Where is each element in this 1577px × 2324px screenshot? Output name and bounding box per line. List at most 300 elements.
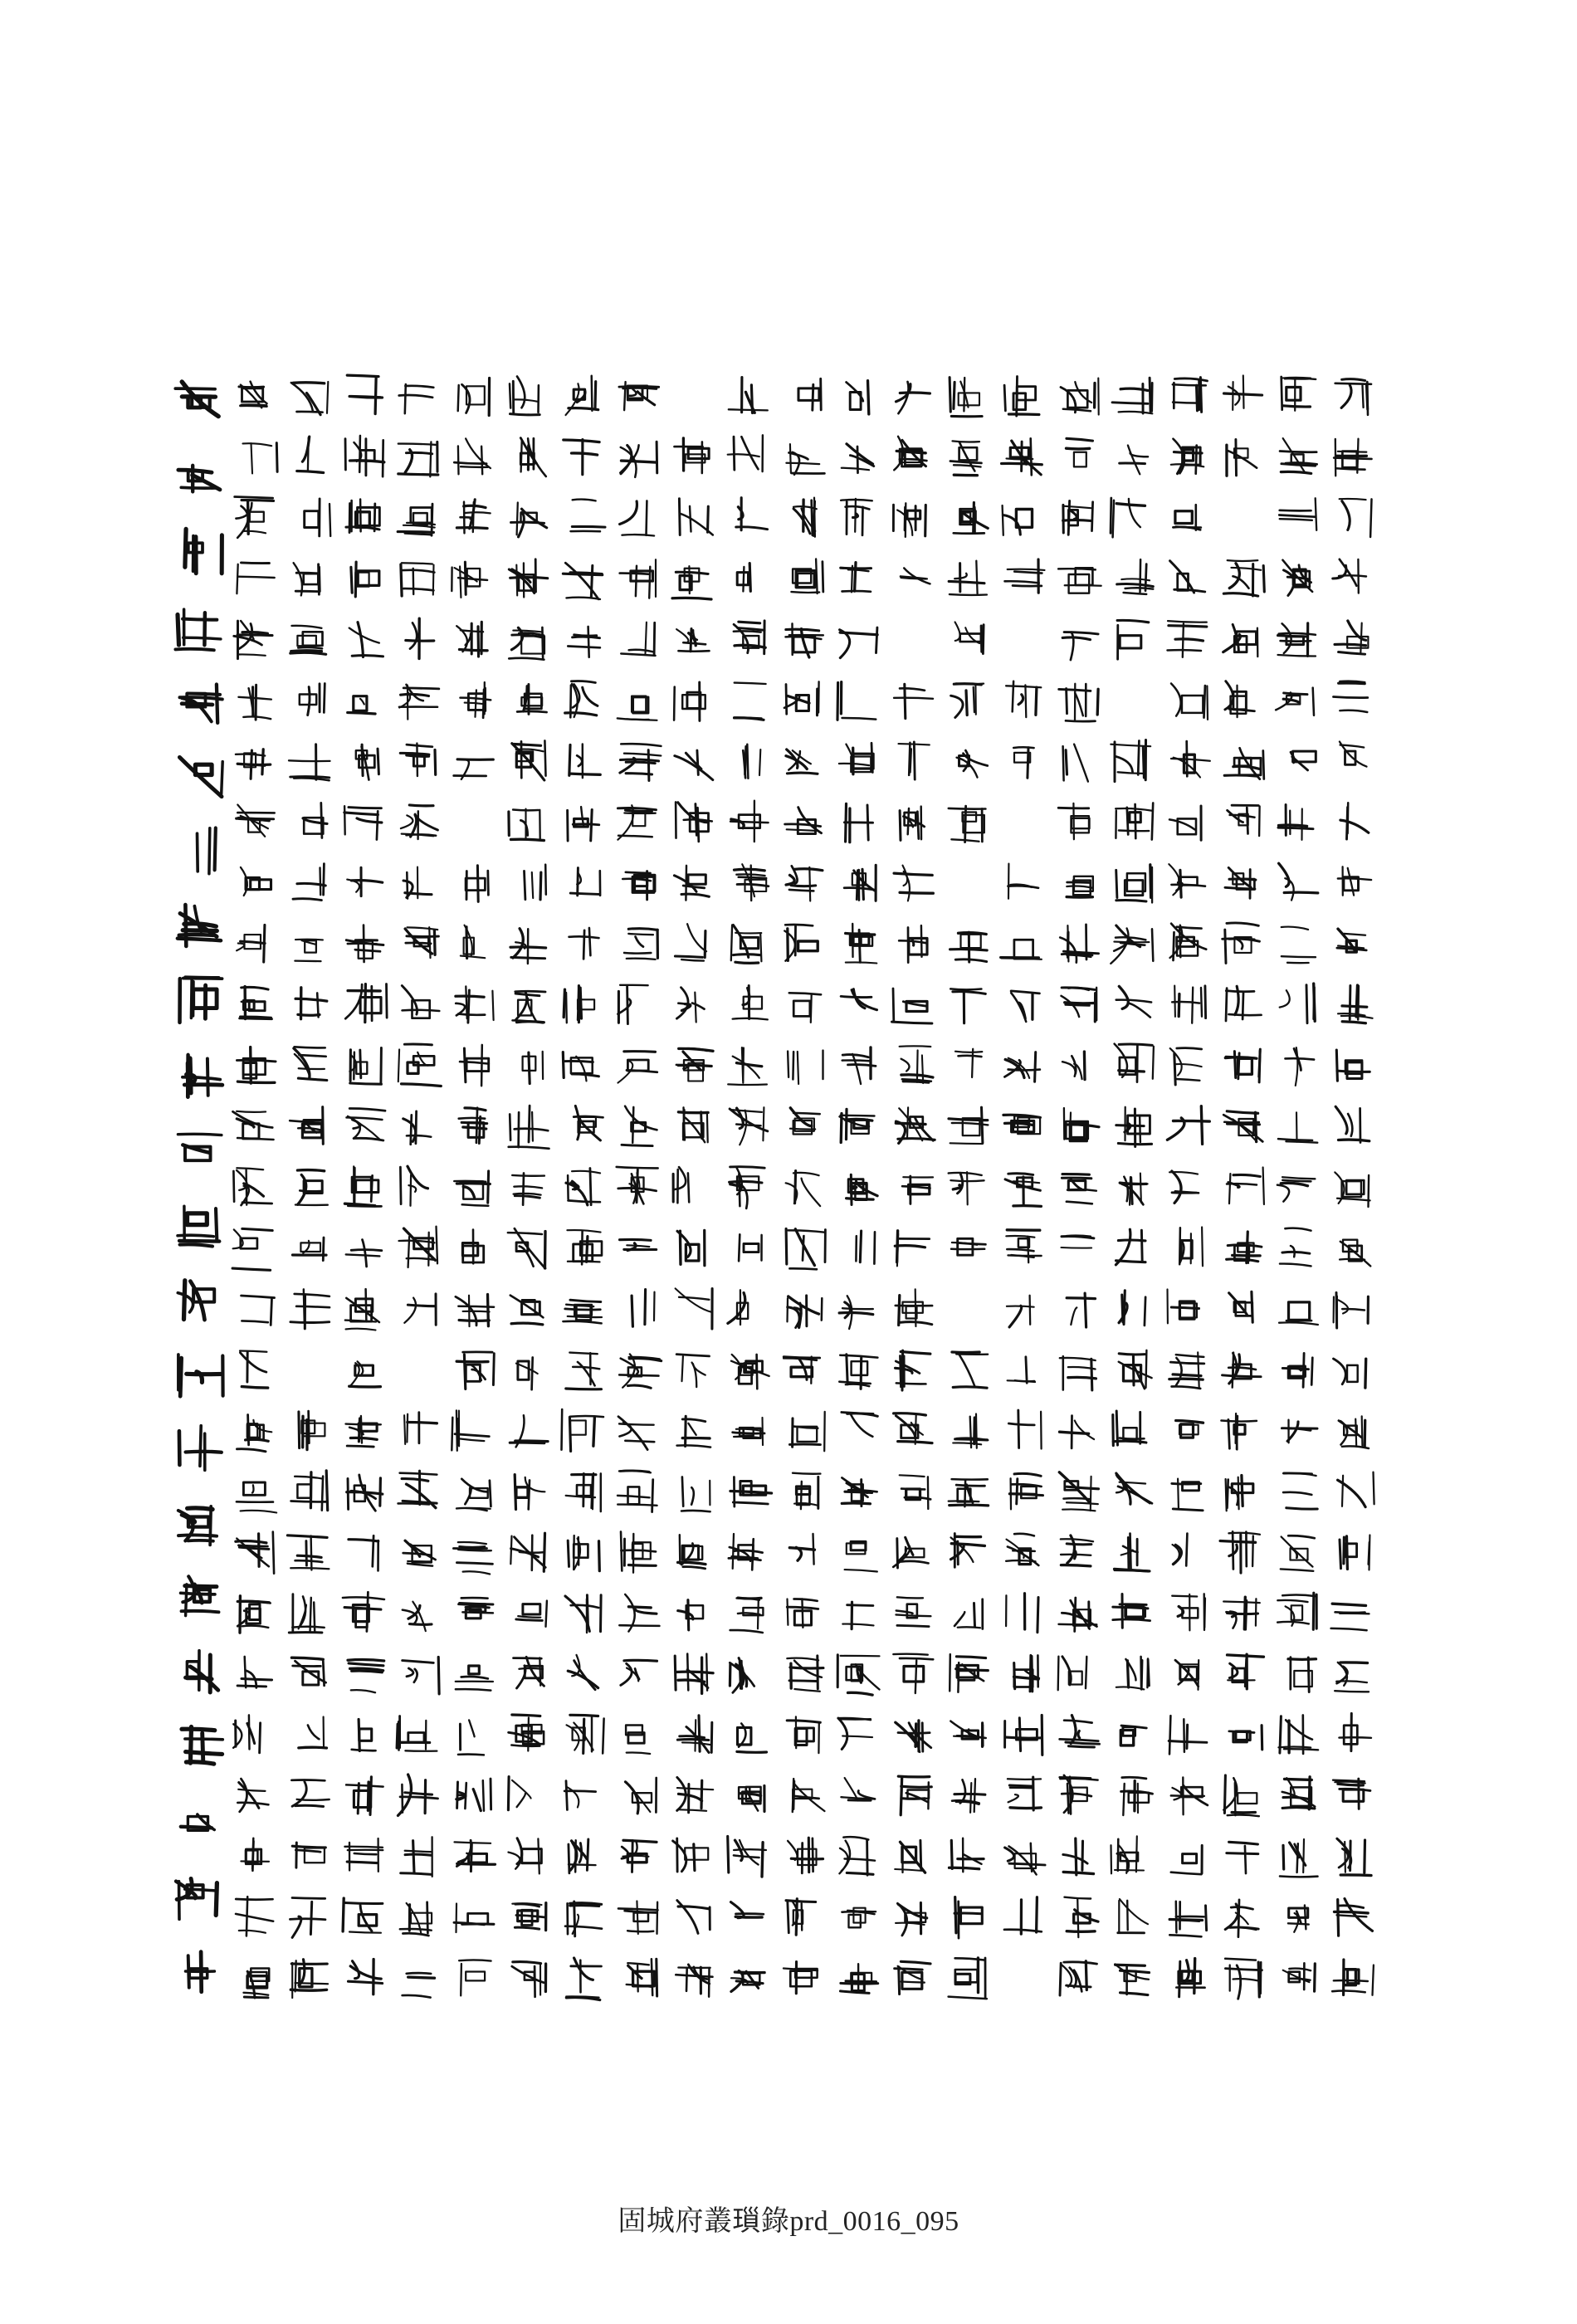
handwritten-glyph (786, 749, 818, 774)
handwritten-glyph (510, 1415, 548, 1447)
handwritten-glyph (675, 1654, 713, 1694)
handwritten-glyph (1119, 1350, 1152, 1389)
handwritten-glyph (292, 1843, 325, 1868)
handwritten-glyph (785, 808, 822, 834)
handwritten-glyph (509, 1838, 542, 1874)
handwritten-glyph (233, 1111, 274, 1140)
handwritten-glyph (624, 929, 657, 959)
handwritten-glyph (241, 1838, 269, 1871)
handwritten-glyph (291, 1471, 328, 1511)
handwritten-glyph (1117, 620, 1149, 659)
handwritten-glyph (178, 1281, 214, 1320)
handwritten-glyph (1116, 1473, 1152, 1504)
handwritten-glyph (345, 984, 387, 1023)
handwritten-glyph (1169, 864, 1205, 897)
handwritten-glyph (516, 1358, 538, 1390)
handwritten-glyph (453, 1542, 492, 1575)
handwritten-glyph (676, 1965, 712, 1997)
handwritten-glyph (1008, 1777, 1042, 1810)
handwritten-glyph (1116, 865, 1152, 903)
handwritten-glyph (786, 623, 823, 657)
handwritten-glyph (181, 1814, 214, 1830)
handwritten-glyph (1169, 1902, 1206, 1937)
handwritten-glyph (1334, 1359, 1366, 1388)
handwritten-glyph (954, 1599, 983, 1629)
handwritten-glyph (510, 1533, 545, 1571)
handwritten-glyph (349, 1048, 381, 1085)
handwritten-glyph (896, 1289, 932, 1326)
handwritten-glyph (1170, 1048, 1202, 1085)
handwritten-glyph (1335, 621, 1368, 654)
handwritten-glyph (681, 1477, 710, 1512)
handwritten-glyph (236, 1532, 274, 1574)
handwritten-glyph (856, 1231, 875, 1264)
handwritten-glyph (1169, 1171, 1199, 1203)
handwritten-glyph (1061, 1536, 1093, 1566)
handwritten-glyph (619, 1594, 659, 1632)
handwritten-glyph (838, 1718, 872, 1750)
handwritten-glyph (1227, 440, 1257, 476)
handwritten-glyph (1171, 1777, 1208, 1814)
handwritten-glyph (461, 682, 491, 718)
handwritten-glyph (456, 1295, 494, 1327)
handwritten-glyph (675, 438, 710, 473)
handwritten-glyph (845, 1541, 877, 1571)
handwritten-glyph (1116, 1229, 1145, 1265)
handwritten-glyph (349, 1536, 378, 1570)
handwritten-glyph (1005, 1843, 1046, 1875)
handwritten-glyph (1065, 1897, 1099, 1937)
handwritten-glyph (1335, 1662, 1369, 1692)
handwritten-glyph (513, 991, 546, 1023)
handwritten-glyph (730, 1107, 768, 1145)
handwritten-glyph (1334, 439, 1371, 476)
handwritten-glyph (398, 1775, 438, 1815)
handwritten-glyph (405, 927, 438, 958)
handwritten-glyph (183, 1055, 222, 1097)
handwritten-glyph (1225, 681, 1255, 717)
handwritten-glyph (1225, 1049, 1260, 1082)
handwritten-glyph (402, 986, 439, 1018)
handwritten-glyph (1283, 1473, 1317, 1509)
handwritten-glyph (403, 1111, 432, 1145)
handwritten-glyph (1282, 560, 1312, 596)
handwritten-glyph (180, 978, 222, 1023)
handwritten-glyph (1288, 1906, 1309, 1932)
handwritten-glyph (1279, 863, 1318, 900)
handwritten-glyph (520, 438, 546, 476)
handwritten-glyph (842, 444, 874, 473)
handwritten-glyph (517, 685, 547, 715)
handwritten-glyph (841, 499, 872, 535)
handwritten-glyph (175, 382, 218, 417)
handwritten-glyph (345, 436, 384, 476)
handwritten-glyph (1111, 925, 1153, 964)
handwritten-glyph (1171, 439, 1204, 474)
handwritten-glyph (564, 1781, 595, 1810)
handwritten-glyph (950, 1721, 985, 1747)
handwritten-glyph (1339, 1416, 1369, 1448)
handwritten-glyph (403, 867, 432, 899)
handwritten-glyph (786, 866, 823, 901)
handwritten-glyph (620, 559, 656, 598)
handwritten-glyph (1060, 925, 1098, 963)
handwritten-glyph (791, 559, 823, 594)
handwritten-glyph (509, 559, 547, 598)
handwritten-glyph (1335, 379, 1372, 415)
handwritten-glyph (344, 1166, 381, 1206)
handwritten-glyph (1223, 1597, 1260, 1629)
handwritten-glyph (1282, 377, 1316, 411)
handwritten-glyph (461, 925, 486, 959)
handwritten-glyph (398, 442, 438, 476)
handwritten-glyph (743, 745, 760, 779)
handwritten-glyph (1063, 1838, 1094, 1875)
handwritten-glyph (896, 1107, 935, 1143)
handwritten-glyph (729, 378, 768, 413)
handwritten-glyph (290, 626, 326, 654)
handwritten-glyph (1223, 1775, 1259, 1816)
handwritten-glyph (787, 1716, 820, 1753)
handwritten-glyph (1112, 378, 1152, 413)
handwritten-glyph (1280, 984, 1316, 1023)
handwritten-glyph (618, 1901, 658, 1934)
handwritten-glyph (618, 1471, 657, 1512)
handwritten-glyph (1060, 1775, 1098, 1814)
handwritten-glyph (400, 1902, 432, 1936)
handwritten-glyph (676, 988, 704, 1023)
handwritten-glyph (241, 867, 271, 896)
handwritten-glyph (1335, 1172, 1370, 1207)
handwritten-glyph (1229, 1291, 1253, 1322)
handwritten-glyph (1169, 1716, 1207, 1754)
handwritten-glyph (454, 438, 491, 474)
handwritten-glyph (1007, 1296, 1034, 1327)
handwritten-glyph (456, 986, 494, 1023)
handwritten-glyph (892, 989, 932, 1023)
handwritten-glyph (893, 503, 925, 537)
handwritten-glyph (1337, 929, 1366, 952)
handwritten-glyph (178, 1506, 217, 1545)
handwritten-glyph (951, 1534, 985, 1568)
handwritten-glyph (1170, 561, 1205, 593)
handwritten-glyph (346, 1777, 383, 1815)
handwritten-glyph (186, 1651, 218, 1692)
handwritten-glyph (1115, 1044, 1154, 1082)
handwritten-glyph (677, 1777, 714, 1812)
handwritten-glyph (1005, 1174, 1041, 1207)
handwritten-glyph (459, 1960, 491, 1995)
handwritten-glyph (731, 1355, 769, 1389)
handwritten-glyph (348, 1660, 384, 1693)
handwritten-glyph (569, 928, 599, 959)
handwritten-glyph (737, 1723, 767, 1752)
handwritten-glyph (1116, 1107, 1152, 1147)
handwritten-glyph (842, 1908, 876, 1928)
handwritten-glyph (343, 1592, 384, 1631)
handwritten-glyph (347, 1108, 386, 1140)
handwritten-glyph (455, 1840, 496, 1871)
handwritten-glyph (1116, 803, 1153, 839)
handwritten-glyph (895, 1961, 930, 1994)
handwritten-glyph (466, 866, 488, 902)
handwritten-glyph (957, 750, 988, 778)
handwritten-glyph (198, 828, 216, 874)
handwritten-glyph (1221, 1413, 1257, 1449)
handwritten-glyph (793, 1473, 820, 1510)
handwritten-glyph (237, 1415, 272, 1452)
handwritten-glyph (676, 1048, 713, 1081)
handwritten-glyph (952, 1779, 985, 1813)
handwritten-glyph (566, 376, 598, 415)
handwritten-glyph (1172, 1479, 1203, 1511)
handwritten-glyph (841, 989, 876, 1010)
handwritten-glyph (1168, 621, 1207, 657)
handwritten-glyph (622, 1840, 657, 1872)
handwritten-glyph (1173, 1534, 1188, 1566)
handwritten-glyph (672, 566, 711, 599)
handwritten-glyph (290, 1107, 323, 1145)
handwritten-glyph (295, 940, 323, 961)
handwritten-glyph (949, 1172, 984, 1204)
handwritten-glyph (236, 749, 271, 779)
handwritten-glyph (949, 1479, 989, 1506)
handwritten-glyph (632, 1290, 654, 1327)
handwritten-glyph (401, 563, 435, 596)
handwritten-glyph (1062, 1052, 1085, 1080)
handwritten-glyph (1172, 986, 1205, 1023)
handwritten-glyph (620, 442, 657, 477)
handwritten-glyph (1014, 1655, 1039, 1692)
handwritten-glyph (243, 443, 278, 474)
handwritten-glyph (1172, 1594, 1205, 1630)
handwritten-glyph (299, 1411, 325, 1450)
handwritten-glyph (1004, 377, 1039, 417)
handwritten-glyph (619, 382, 659, 410)
handwritten-glyph (1062, 1174, 1096, 1204)
handwritten-glyph (675, 750, 713, 780)
handwritten-glyph (618, 805, 656, 840)
handwritten-glyph (1227, 1842, 1258, 1873)
handwritten-glyph (730, 1477, 772, 1507)
handwritten-glyph (1167, 1106, 1209, 1145)
handwritten-glyph (1113, 1594, 1150, 1628)
handwritten-glyph (733, 1418, 764, 1445)
handwritten-glyph (290, 1960, 328, 1998)
handwritten-glyph (563, 1052, 598, 1081)
handwritten-glyph (728, 1836, 766, 1877)
handwritten-glyph (346, 1416, 381, 1447)
handwritten-glyph (291, 1780, 329, 1806)
handwritten-glyph (1225, 1959, 1262, 1999)
handwritten-glyph (784, 1962, 818, 1994)
handwritten-glyph (346, 500, 379, 533)
handwritten-glyph (400, 1166, 427, 1206)
handwritten-glyph (569, 745, 600, 779)
handwritten-glyph (1120, 1174, 1147, 1205)
handwritten-glyph (1228, 805, 1260, 836)
handwritten-glyph (735, 864, 769, 901)
handwritten-glyph (179, 757, 222, 796)
handwritten-glyph (566, 1353, 602, 1389)
handwritten-glyph (570, 868, 600, 896)
handwritten-glyph (1338, 985, 1373, 1023)
handwritten-glyph (509, 627, 544, 660)
handwritten-glyph (1336, 1050, 1370, 1081)
handwritten-glyph (564, 440, 599, 475)
handwritten-glyph (1223, 624, 1258, 657)
handwritten-glyph (295, 1170, 328, 1205)
handwritten-glyph (737, 564, 750, 592)
handwritten-glyph (677, 1230, 705, 1265)
handwritten-glyph (1008, 1410, 1041, 1448)
handwritten-glyph (566, 1473, 601, 1511)
handwritten-glyph (620, 500, 655, 535)
handwritten-glyph (896, 1350, 930, 1390)
handwritten-glyph (235, 497, 274, 538)
handwritten-glyph (347, 1475, 383, 1511)
handwritten-glyph (618, 696, 657, 720)
handwritten-glyph (349, 622, 383, 657)
handwritten-glyph (842, 1477, 876, 1506)
handwritten-glyph (1171, 684, 1208, 720)
handwritten-glyph (844, 803, 872, 842)
handwritten-glyph (1009, 1473, 1042, 1509)
handwritten-glyph (186, 1952, 215, 1992)
handwritten-glyph (300, 684, 325, 715)
handwritten-glyph (567, 1230, 602, 1264)
handwritten-glyph (456, 622, 487, 657)
handwritten-glyph (459, 1598, 494, 1618)
handwritten-glyph (512, 1903, 546, 1931)
handwritten-glyph (896, 1902, 927, 1936)
handwritten-glyph (1058, 803, 1089, 839)
handwritten-glyph (1282, 927, 1316, 964)
handwritten-glyph (620, 1239, 657, 1250)
handwritten-glyph (1337, 1838, 1371, 1875)
handwritten-glyph (1058, 1657, 1087, 1691)
handwritten-glyph (299, 1717, 327, 1749)
handwritten-glyph (950, 932, 988, 962)
handwritten-glyph (837, 1655, 879, 1695)
handwritten-glyph (514, 1657, 544, 1688)
handwritten-glyph (1061, 378, 1099, 415)
handwritten-glyph (1171, 1845, 1202, 1874)
handwritten-glyph (1171, 741, 1210, 777)
handwritten-glyph (1224, 748, 1264, 779)
handwritten-glyph (403, 1540, 436, 1565)
handwritten-glyph (1173, 378, 1208, 413)
handwritten-glyph (1120, 1726, 1146, 1745)
handwritten-glyph (676, 1355, 709, 1388)
handwritten-glyph (620, 744, 662, 780)
handwritten-glyph (950, 1654, 988, 1692)
handwritten-glyph (401, 1837, 432, 1877)
handwritten-glyph (842, 1602, 873, 1628)
handwritten-glyph (793, 1779, 825, 1812)
handwritten-glyph (789, 1534, 814, 1565)
handwritten-glyph (508, 1228, 545, 1268)
handwritten-glyph (343, 1898, 383, 1933)
handwritten-glyph (950, 1838, 984, 1872)
handwritten-glyph (1335, 1899, 1373, 1936)
handwritten-glyph (404, 1413, 437, 1444)
handwritten-glyph (1333, 681, 1367, 712)
handwritten-glyph (568, 1655, 598, 1690)
handwritten-glyph (349, 1361, 381, 1387)
handwritten-glyph (798, 378, 821, 410)
handwritten-glyph (1334, 1292, 1369, 1328)
handwritten-glyph (1280, 438, 1317, 473)
handwritten-glyph (237, 1047, 276, 1084)
handwritten-glyph (567, 1715, 604, 1753)
handwritten-glyph (1338, 867, 1371, 896)
handwritten-glyph (736, 498, 768, 530)
handwritten-glyph (733, 986, 768, 1020)
handwritten-glyph (566, 1169, 600, 1205)
handwritten-glyph (289, 1594, 324, 1633)
handwritten-glyph (1059, 684, 1098, 721)
handwritten-glyph (237, 1779, 268, 1812)
handwritten-glyph (1008, 1357, 1036, 1383)
handwritten-glyph (1286, 1047, 1315, 1086)
handwritten-glyph (403, 1602, 432, 1631)
handwritten-glyph (516, 1601, 547, 1627)
handwritten-glyph (1006, 1230, 1041, 1262)
handwritten-glyph (459, 1108, 487, 1144)
handwritten-glyph (1002, 438, 1042, 475)
handwritten-glyph (565, 1902, 602, 1936)
handwritten-glyph (303, 803, 327, 837)
handwritten-glyph (949, 1958, 987, 1999)
handwritten-glyph (515, 1475, 544, 1510)
handwritten-glyph (237, 805, 275, 837)
handwritten-glyph (730, 801, 769, 842)
handwritten-glyph (1282, 1777, 1316, 1809)
handwritten-glyph (618, 1417, 654, 1450)
handwritten-glyph (232, 1228, 272, 1270)
handwritten-glyph (950, 378, 982, 417)
handwritten-glyph (1281, 1536, 1315, 1571)
handwritten-glyph (734, 621, 765, 654)
handwritten-glyph (1117, 559, 1154, 594)
handwritten-glyph (676, 629, 709, 652)
handwritten-glyph (512, 1173, 544, 1204)
handwritten-glyph (949, 1107, 988, 1144)
handwritten-glyph (1058, 568, 1101, 593)
handwritten-glyph (787, 1656, 823, 1692)
handwritten-glyph (1004, 1897, 1042, 1934)
handwritten-glyph (789, 993, 821, 1023)
handwritten-glyph (525, 865, 546, 900)
handwritten-glyph (1113, 1411, 1146, 1446)
handwritten-glyph (790, 1108, 820, 1135)
handwritten-glyph (347, 375, 382, 414)
handwritten-glyph (900, 1475, 930, 1509)
handwritten-glyph (178, 1206, 219, 1246)
handwritten-glyph (1331, 1604, 1370, 1630)
handwritten-glyph (619, 1354, 661, 1388)
handwritten-glyph (784, 681, 819, 715)
handwritten-glyph (349, 1960, 383, 1994)
handwritten-glyph (398, 1471, 437, 1508)
handwritten-glyph (569, 1839, 596, 1873)
handwritten-glyph (508, 1777, 530, 1810)
handwritten-glyph (1115, 1534, 1150, 1571)
handwritten-glyph (574, 1106, 603, 1140)
handwritten-glyph (1003, 505, 1033, 535)
handwritten-glyph (178, 1134, 222, 1160)
